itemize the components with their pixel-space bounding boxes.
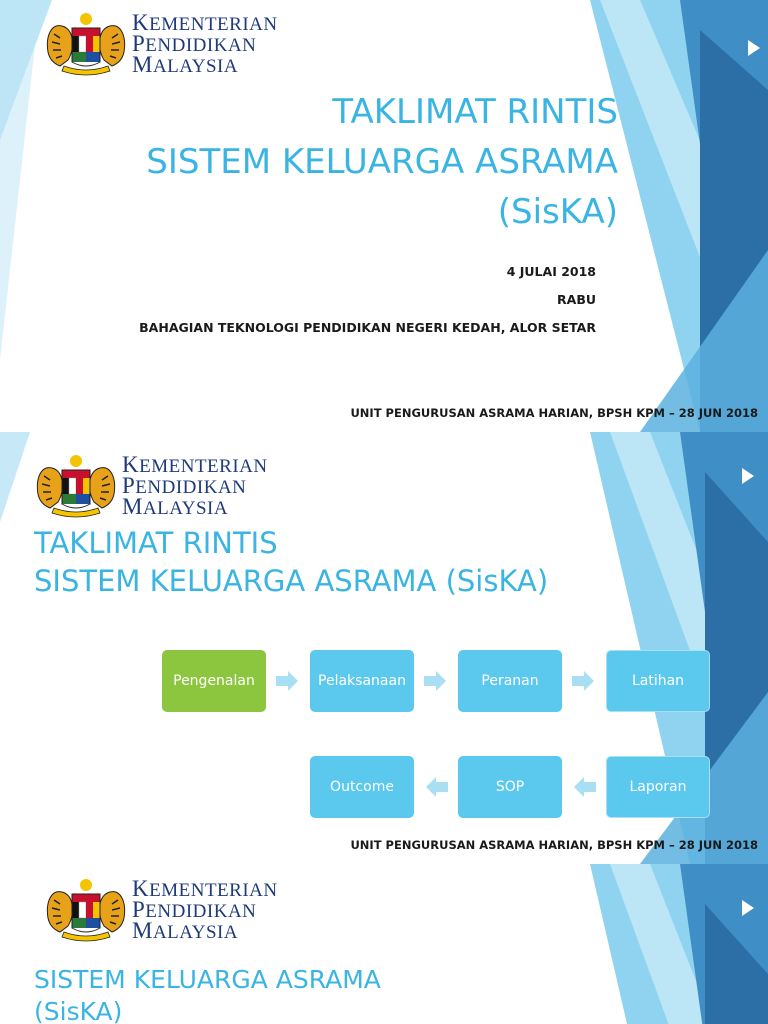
- agenda-slide: [0, 432, 768, 864]
- arrow-right-icon: [276, 671, 298, 691]
- ministry-logo: [44, 875, 278, 943]
- malaysia-crest-icon: [44, 12, 128, 76]
- malaysia-crest-icon: [34, 454, 118, 518]
- step-sop[interactable]: SOP: [458, 756, 562, 818]
- title-line: (SisKA): [34, 997, 123, 1024]
- slide-title: [34, 524, 548, 600]
- malaysia-crest-icon: [44, 878, 128, 942]
- event-details: [139, 258, 596, 342]
- slide-footer: UNIT PENGURUSAN ASRAMA HARIAN, BPSH KPM – 28 JUN 2018: [350, 838, 758, 852]
- title-slide: [0, 0, 768, 432]
- step-latihan[interactable]: Latihan: [606, 650, 710, 712]
- title-line: SISTEM KELUARGA ASRAMA (SisKA): [34, 564, 549, 598]
- arrow-right-icon: [572, 671, 594, 691]
- arrow-left-icon: [426, 777, 448, 797]
- step-pengenalan[interactable]: Pengenalan: [162, 650, 266, 712]
- step-peranan[interactable]: Peranan: [458, 650, 562, 712]
- arrow-left-icon: [574, 777, 596, 797]
- content-slide: [0, 864, 768, 1024]
- ministry-name: KEMENTERIAN PENDIDIKAN MALAYSIA: [132, 9, 278, 77]
- ministry-logo: [44, 9, 278, 77]
- ministry-logo: [34, 451, 268, 519]
- step-laporan[interactable]: Laporan: [606, 756, 710, 818]
- event-day: RABU: [557, 292, 596, 307]
- title-line: (SisKA): [497, 192, 618, 232]
- event-venue: BAHAGIAN TEKNOLOGI PENDIDIKAN NEGERI KEDAH, ALOR SETAR: [139, 320, 596, 335]
- ministry-name: KEMENTERIAN PENDIDIKAN MALAYSIA: [132, 875, 278, 943]
- slide-title: [34, 964, 381, 1024]
- title-line: SISTEM KELUARGA ASRAMA: [146, 142, 618, 182]
- slide-footer: UNIT PENGURUSAN ASRAMA HARIAN, BPSH KPM – 28 JUN 2018: [350, 406, 758, 420]
- title-line: SISTEM KELUARGA ASRAMA: [34, 965, 381, 994]
- arrow-right-icon: [424, 671, 446, 691]
- slide-title: [146, 90, 618, 234]
- title-line: TAKLIMAT RINTIS: [332, 92, 618, 132]
- event-date: 4 JULAI 2018: [506, 264, 596, 279]
- ministry-name: KEMENTERIAN PENDIDIKAN MALAYSIA: [122, 451, 268, 519]
- title-line: TAKLIMAT RINTIS: [34, 526, 278, 560]
- step-pelaksanaan[interactable]: Pelaksanaan: [310, 650, 414, 712]
- step-outcome[interactable]: Outcome: [310, 756, 414, 818]
